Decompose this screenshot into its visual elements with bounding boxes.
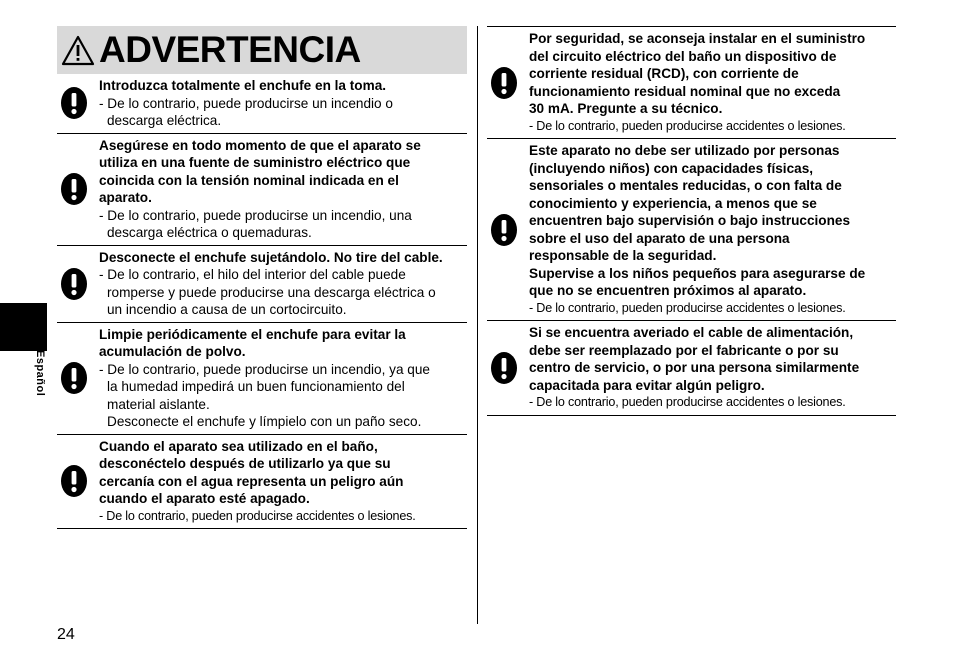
warning-instruction: Cuando el aparato sea utilizado en el baño, desconéctelo después de utilizarlo ya que su cercanía con el agua representa un peligro aún cuando el aparato esté apagado. [99,438,404,506]
left-warning-list [57,74,467,529]
mandatory-instruction-icon [61,362,87,394]
warning-header [57,26,467,74]
warning-consequence: - De lo contrario, puede producirse un incendio, una descarga eléctrica o quemaduras. [99,207,412,240]
language-label: Español [34,350,46,397]
warning-instruction: Por seguridad, se aconseja instalar en el suministro del circuito eléctrico del baño un dispositivo de corriente residual (RCD), con corriente de funcionamiento residual nominal que no exceda 30 mA. Pregunte a su técnico. [529,31,866,116]
warning-consequence: - De lo contrario, el hilo del interior del cable puede romperse y puede producirse una descarga eléctrica o un incendio a causa de un cortocircuito. [99,267,436,317]
warning-instruction: Si se encuentra averiado el cable de alimentación, debe ser reemplazado por el fabricante o por su centro de servicio, o por una persona similarmente capacitada para evitar algún peligro. [529,325,860,393]
warning-consequence: - De lo contrario, pueden producirse accidentes o lesiones. [99,508,416,523]
warning-instruction: Introduzca totalmente el enchufe en la toma. [99,78,387,93]
mandatory-instruction-icon [61,87,87,119]
warning-instruction: Limpie periódicamente el enchufe para evitar la acumulación de polvo. [99,326,406,359]
mandatory-instruction-icon [491,352,517,384]
language-tab [0,303,47,351]
warning-entry [57,74,467,134]
warning-consequence: - De lo contrario, puede producirse un incendio, ya que la humedad impedirá un buen funcionamiento del material aislante. Desconecte el enchufe y límpielo con un paño seco. [99,361,430,429]
mandatory-instruction-icon [61,268,87,300]
mandatory-instruction-icon [61,465,87,497]
left-column [57,26,467,529]
warning-entry [57,134,467,246]
mandatory-instruction-icon [491,214,517,246]
warning-entry [57,246,467,323]
warning-entry [487,26,896,139]
warning-consequence: - De lo contrario, pueden producirse accidentes o lesiones. [529,118,846,133]
warning-entry [57,435,467,530]
warning-instruction: Asegúrese en todo momento de que el aparato se utiliza en una fuente de suministro eléctrico que coincida con la tensión nominal indicada en el aparato. [99,137,421,205]
warning-triangle-icon [61,35,95,66]
page-title: ADVERTENCIA [99,29,361,70]
mandatory-instruction-icon [491,67,517,99]
warning-instruction: Desconecte el enchufe sujetándolo. No tire del cable. [99,249,443,265]
warning-entry [57,323,467,435]
warning-consequence: - De lo contrario, pueden producirse accidentes o lesiones. [529,300,846,315]
warning-entry [487,139,896,321]
column-divider [477,26,478,624]
right-column [487,26,896,416]
mandatory-instruction-icon [61,173,87,205]
warning-consequence: - De lo contrario, pueden producirse accidentes o lesiones. [529,395,846,409]
right-warning-list [487,26,896,416]
warning-instruction: Este aparato no debe ser utilizado por personas (incluyendo niños) con capacidades físicas, sensoriales o mentales reducidas, o con falta de conocimiento y experiencia, a menos que se encuentren bajo supervisión o bajo instrucciones sobre el uso del aparato de una persona responsable de la seguridad. Supervise a los niños pequeños para asegurarse de que no se encuentren próximos al aparato. [529,143,866,298]
warning-entry [487,321,896,416]
page-number: 24 [57,626,75,643]
warning-consequence: - De lo contrario, puede producirse un incendio o descarga eléctrica. [99,95,393,128]
